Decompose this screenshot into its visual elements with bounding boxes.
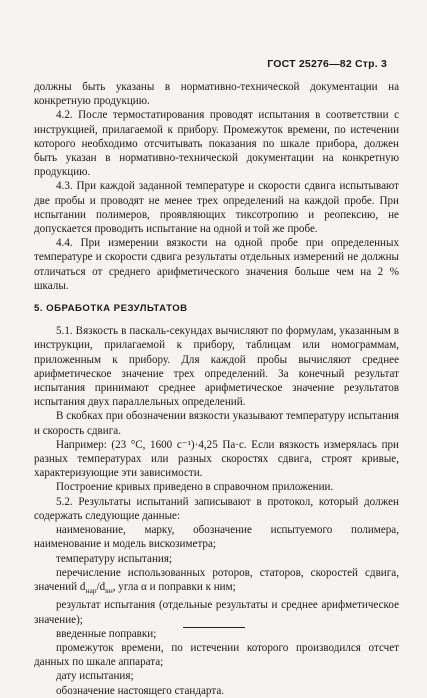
page-header: ГОСТ 25276—82 Стр. 3: [267, 58, 387, 70]
list-item: дату испытания;: [56, 670, 134, 683]
document-body: [34, 80, 399, 698]
paragraph-curves: Построение кривых приведено в справочном приложении.: [56, 481, 334, 494]
list-item: промежуток времени, по истечении которого производился отсчет данных по шкале аппарата;: [34, 641, 399, 669]
list-item-text: /d: [96, 580, 106, 593]
subscript: нар: [85, 586, 97, 596]
list-item: температуру испытания;: [56, 552, 173, 565]
subscript: вн: [105, 586, 113, 596]
paragraph-4-3: 4.3. При каждой заданной температуре и скорости сдвига испытывают две пробы и проводят не менее трех определений на каждой пробе. При испытании полимеров, проявляющих тиксотропию и реопексию, не допускается проводить испытание на одной и той же пробе.: [34, 180, 399, 236]
list-item: введенные поправки;: [56, 627, 157, 640]
paragraph-continuation: должны быть указаны в нормативно-технической документации на конкретную продукцию.: [34, 81, 399, 108]
paragraph-4-2: 4.2. После термостатирования проводят испытания в соответствии с инструкцией, прилагаемой к прибору. Промежуток времени, по истечении которого необходимо отсчитывать показания по шкале прибора, должен быть указан в нормативно-технической документации на конкретную продукцию.: [34, 109, 399, 179]
end-rule: [183, 627, 245, 628]
list-item: наименование, марку, обозначение испытуемого полимера, наименование и модель вискозиметра;: [34, 524, 399, 551]
paragraph-5-1: 5.1. Вязкость в паскаль-секундах вычисляют по формулам, указанным в инструкции, прилагаемой к прибору, таблицам или номограммам, приложенным к прибору. Для каждой пробы вычисляют среднее арифметическое значение трех определений. За конечный результат испытания принимают среднее арифметическое значение результатов испытания двух параллельных определений.: [34, 325, 399, 409]
list-item: обозначение настоящего стандарта.: [56, 684, 225, 697]
list-item: [34, 566, 399, 599]
paragraph-example: Например: (23 °C, 1600 c⁻¹)·4,25 Па·с. Если вязкость измерялась при разных температурах или разных скоростях сдвига, строят кривые, характеризующие эти зависимости.: [34, 438, 399, 480]
section-title: 5. ОБРАБОТКА РЕЗУЛЬТАТОВ: [34, 303, 188, 315]
paragraph-5-2: 5.2. Результаты испытаний записывают в протокол, который должен содержать следующие данные:: [34, 495, 399, 522]
list-item: результат испытания (отдельные результаты и среднее арифметическое значение);: [34, 599, 399, 626]
list-item-text: , угла α и поправки к ним;: [112, 580, 236, 593]
list-item-text: перечисление использованных роторов, статоров, скоростей сдвига, значений d: [34, 566, 399, 593]
paragraph-4-4: 4.4. При измерении вязкости на одной пробе при определенных температуре и скорости сдвига результаты отдельных измерений не должны отличаться от среднего арифметического значения больше чем на 2 % шкалы.: [34, 237, 399, 292]
paragraph-brackets: В скобках при обозначении вязкости указывают температуру испытания и скорость сдвига.: [34, 410, 399, 437]
